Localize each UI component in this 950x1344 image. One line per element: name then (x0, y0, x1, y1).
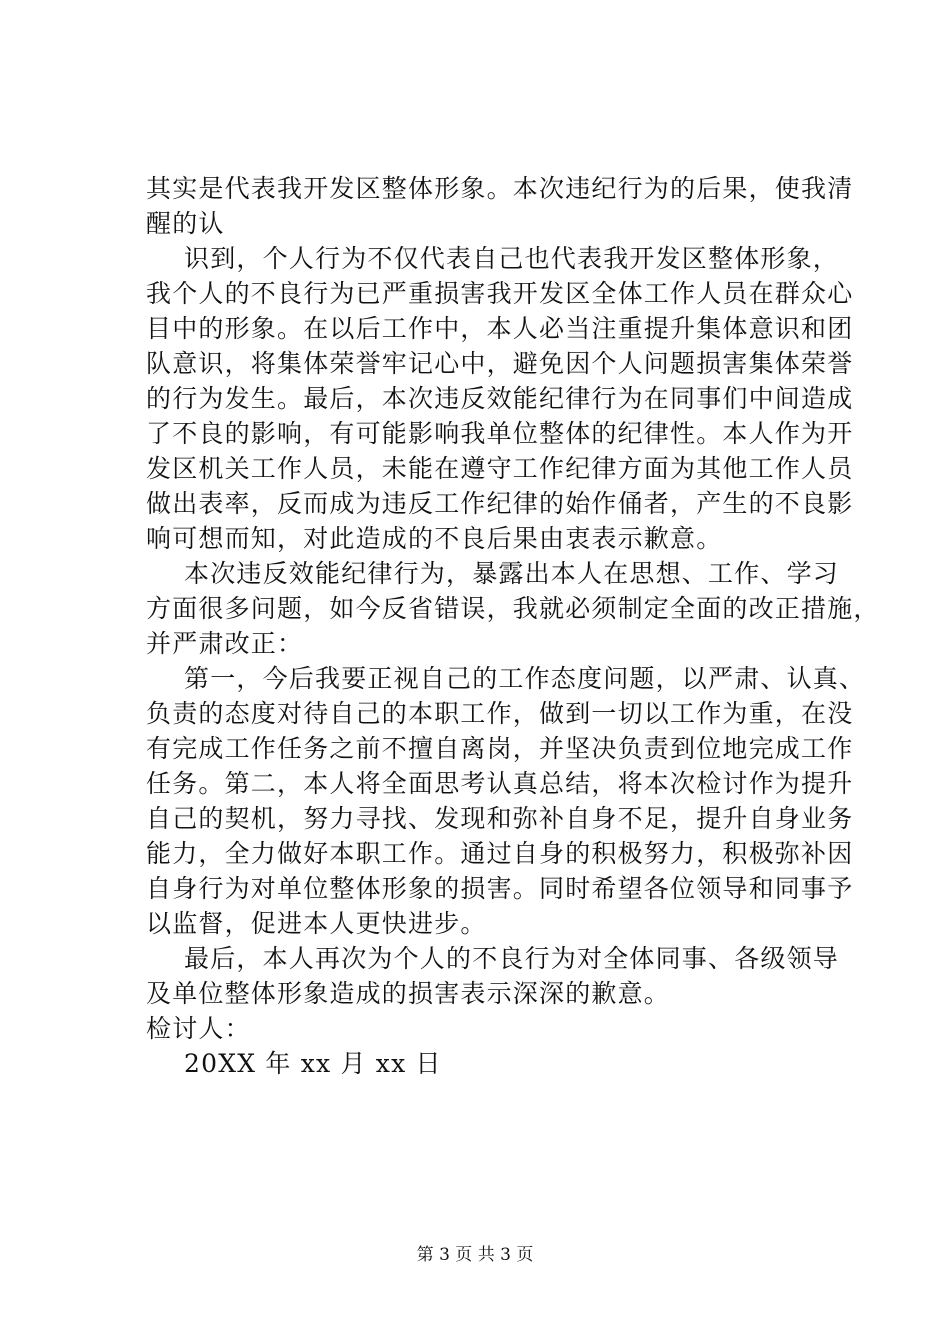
text-line-3: 识到，个人行为不仅代表自己也代表我开发区整体形象， (184, 244, 840, 273)
date-line: 20XX 年 xx 月 xx 日 (184, 1049, 442, 1078)
text-line-11: 响可想而知，对此造成的不良后果由衷表示歉意。 (146, 524, 723, 553)
signer-label: 检讨人： (146, 1014, 251, 1043)
text-line-19: 自己的契机，努力寻找、发现和弥补自身不足，提升自身业务 (146, 804, 854, 833)
text-line-15: 第一，今后我要正视自己的工作态度问题，以严肃、认真、 (184, 664, 866, 693)
text-line-22: 以监督，促进本人更快进步。 (146, 909, 487, 938)
text-line-17: 有完成工作任务之前不擅自离岗，并坚决负责到位地完成工作 (146, 734, 854, 763)
text-line-14: 并严肃改正： (146, 629, 304, 658)
text-line-23: 最后，本人再次为个人的不良行为对全体同事、各级领导 (184, 944, 840, 973)
text-line-20: 能力，全力做好本职工作。通过自身的积极努力，积极弥补因 (146, 839, 854, 868)
text-line-12: 本次违反效能纪律行为，暴露出本人在思想、工作、学习 (184, 559, 840, 588)
text-line-4: 我个人的不良行为已严重损害我开发区全体工作人员在群众心 (146, 279, 854, 308)
text-line-7: 的行为发生。最后，本次违反效能纪律行为在同事们中间造成 (146, 384, 854, 413)
text-line-1: 其实是代表我开发区整体形象。本次违纪行为的后果，使我清 (146, 174, 854, 203)
text-line-21: 自身行为对单位整体形象的损害。同时希望各位领导和同事予 (146, 874, 854, 903)
text-line-9: 发区机关工作人员，未能在遵守工作纪律方面为其他工作人员 (146, 454, 854, 483)
page-number-footer: 第 3 页 共 3 页 (416, 1245, 534, 1265)
document-body (146, 171, 880, 1081)
text-line-6: 队意识，将集体荣誉牢记心中，避免因个人问题损害集体荣誉 (146, 349, 854, 378)
text-line-18: 任务。第二，本人将全面思考认真总结，将本次检讨作为提升 (146, 769, 854, 798)
text-line-10: 做出表率，反而成为违反工作纪律的始作俑者，产生的不良影 (146, 489, 854, 518)
text-line-24: 及单位整体形象造成的损害表示深深的歉意。 (146, 979, 671, 1008)
text-line-8: 了不良的影响，有可能影响我单位整体的纪律性。本人作为开 (146, 419, 854, 448)
text-line-13: 方面很多问题，如今反省错误，我就必须制定全面的改正措施， (146, 594, 880, 623)
text-line-16: 负责的态度对待自己的本职工作，做到一切以工作为重，在没 (146, 699, 854, 728)
text-line-5: 目中的形象。在以后工作中，本人必当注重提升集体意识和团 (146, 314, 854, 343)
text-line-2: 醒的认 (146, 209, 225, 238)
